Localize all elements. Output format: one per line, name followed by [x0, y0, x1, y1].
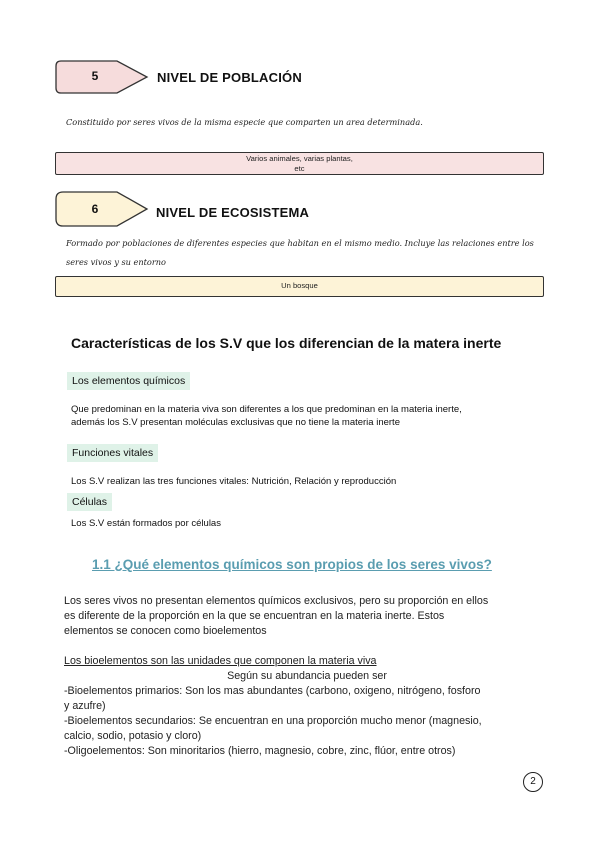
level-5-tag: [55, 60, 149, 92]
chip-elementos-quimicos: Los elementos químicos: [67, 372, 190, 390]
level-6-number: 6: [91, 202, 99, 216]
level-5-example-line1: Varios animales, varias plantas,: [246, 154, 353, 163]
level-6-title: NIVEL DE ECOSISTEMA: [156, 205, 310, 220]
elementos-quimicos-text-line2: además los S.V presentan moléculas exclusivas que no tiene la materia inerte: [71, 417, 400, 428]
level-5-example-line2: etc: [294, 164, 305, 173]
abundancia-caption: Según su abundancia pueden ser: [227, 670, 387, 682]
funciones-vitales-text: Los S.V realizan las tres funciones vitales: Nutrición, Relación y reproducción: [71, 476, 397, 487]
level-6-description-line2: seres vivos y su entorno: [66, 257, 166, 267]
list-item-secundarios-line1: -Bioelementos secundarios: Se encuentran en una proporción mucho menor (magnesio,: [64, 715, 482, 727]
level-6-tag: [55, 191, 149, 223]
page-number: 2: [523, 772, 543, 792]
section-1-1-paragraph-line3: elementos se conocen como bioelementos: [64, 625, 267, 637]
section-1-1-paragraph-line1: Los seres vivos no presentan elementos químicos exclusivos, pero su proporción en ellos: [64, 595, 489, 607]
chip-funciones-vitales: Funciones vitales: [67, 444, 158, 462]
level-5-example-box: [55, 152, 544, 175]
bioelementos-definition: Los bioelementos son las unidades que componen la materia viva: [64, 655, 377, 667]
list-item-secundarios-line2: calcio, sodio, potasio y cloro): [64, 730, 202, 742]
characteristics-title: Características de los S.V que los diferencian de la matera inerte: [71, 335, 502, 351]
celulas-text: Los S.V están formados por células: [71, 518, 221, 529]
level-5-description: Constituido por seres vivos de la misma especie que comparten un area determinada.: [66, 117, 423, 127]
list-item-primarios-line2: y azufre): [64, 700, 106, 712]
level-6-description-line1: Formado por poblaciones de diferentes especies que habitan en el mismo medio. Incluye las relaciones entre los: [66, 238, 534, 248]
chip-celulas: Células: [67, 493, 112, 511]
level-5-number: 5: [91, 69, 99, 83]
section-1-1-paragraph-line2: es diferente de la proporción en la que se encuentran en la materia inerte. Estos: [64, 610, 445, 622]
level-5-title: NIVEL DE POBLACIÓN: [157, 70, 302, 85]
elementos-quimicos-text-line1: Que predominan en la materia viva son diferentes a los que predominan en la materia inerte,: [71, 404, 462, 415]
level-6-example-box: Un bosque: [55, 276, 544, 297]
list-item-oligoelementos: -Oligoelementos: Son minoritarios (hierro, magnesio, cobre, zinc, flúor, entre otros): [64, 745, 456, 757]
list-item-primarios-line1: -Bioelementos primarios: Son los mas abundantes (carbono, oxigeno, nitrógeno, fosforo: [64, 685, 481, 697]
section-1-1-title: 1.1 ¿Qué elementos químicos son propios de los seres vivos?: [92, 557, 492, 572]
